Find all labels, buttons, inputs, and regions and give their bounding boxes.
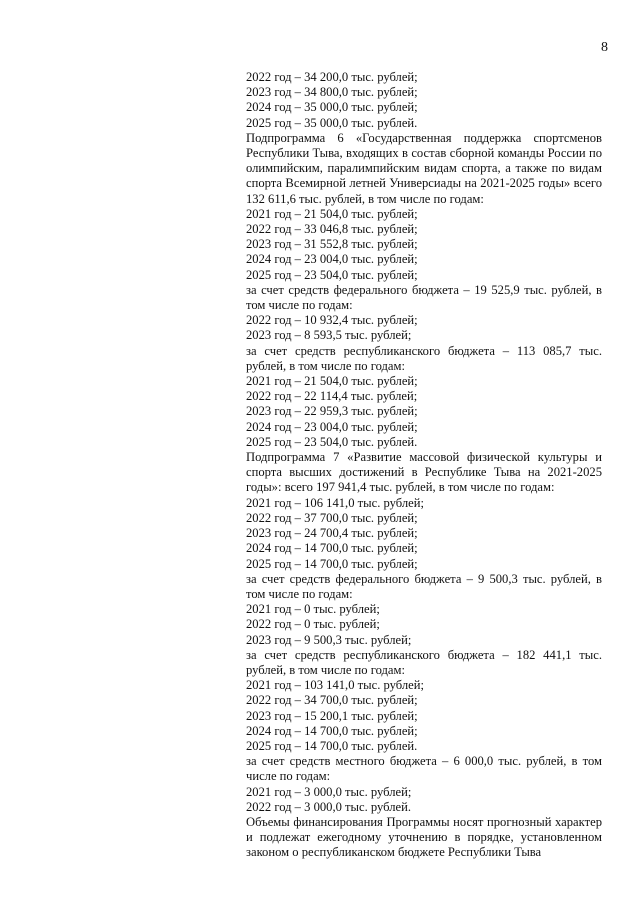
text-line: 2024 год – 23 004,0 тыс. рублей;	[246, 252, 418, 267]
document-body	[246, 70, 602, 861]
text-line: 2022 год – 10 932,4 тыс. рублей;	[246, 313, 418, 328]
text-line: 2024 год – 14 700,0 тыс. рублей;	[246, 541, 418, 556]
text-line: 2025 год – 23 504,0 тыс. рублей.	[246, 434, 418, 449]
text-paragraph: за счет средств местного бюджета – 6 000,0 тыс. рублей, в том числе по годам:	[246, 754, 602, 784]
text-line: 2025 год – 14 700,0 тыс. рублей.	[246, 738, 418, 753]
text-line: 2024 год – 35 000,0 тыс. рублей;	[246, 100, 418, 115]
text-paragraph: за счет средств федерального бюджета – 9 500,3 тыс. рублей, в том числе по годам:	[246, 571, 602, 601]
text-paragraph: Объемы финансирования Программы носят прогнозный характер и подлежат ежегодному уточнению в порядке, установленном законом о республиканском бюджете Республики Тыва	[246, 814, 602, 860]
text-line: 2023 год – 24 700,4 тыс. рублей;	[246, 526, 418, 541]
text-line: 2023 год – 31 552,8 тыс. рублей;	[246, 237, 418, 252]
text-line: 2025 год – 35 000,0 тыс. рублей.	[246, 115, 418, 130]
text-line: 2024 год – 23 004,0 тыс. рублей;	[246, 419, 418, 434]
text-line: 2021 год – 21 504,0 тыс. рублей;	[246, 206, 418, 221]
text-line: 2022 год – 22 114,4 тыс. рублей;	[246, 389, 418, 404]
text-paragraph: за счет средств республиканского бюджета – 113 085,7 тыс. рублей, в том числе по годам:	[246, 343, 602, 373]
text-paragraph: за счет средств республиканского бюджета – 182 441,1 тыс. рублей, в том числе по годам:	[246, 647, 602, 677]
text-line: 2021 год – 0 тыс. рублей;	[246, 602, 380, 617]
text-line: 2023 год – 15 200,1 тыс. рублей;	[246, 708, 418, 723]
page-number: 8	[601, 40, 608, 55]
text-paragraph: Подпрограмма 6 «Государственная поддержка спортсменов Республики Тыва, входящих в состав сборной команды России по олимпийским, паралимпийским видам спорта, а также по видам спорта Всемирной летней Универсиады на 2021-2025 годы» всего 132 611,6 тыс. рублей, в том числе по годам:	[246, 130, 602, 206]
text-line: 2023 год – 34 800,0 тыс. рублей;	[246, 85, 418, 100]
text-line: 2021 год – 21 504,0 тыс. рублей;	[246, 374, 418, 389]
text-line: 2021 год – 3 000,0 тыс. рублей;	[246, 784, 412, 799]
text-line: 2022 год – 34 700,0 тыс. рублей;	[246, 693, 418, 708]
text-line: 2023 год – 22 959,3 тыс. рублей;	[246, 404, 418, 419]
text-line: 2021 год – 103 141,0 тыс. рублей;	[246, 678, 424, 693]
text-line: 2022 год – 34 200,0 тыс. рублей;	[246, 70, 418, 84]
text-paragraph: за счет средств федерального бюджета – 19 525,9 тыс. рублей, в том числе по годам:	[246, 282, 602, 313]
text-line: 2023 год – 8 593,5 тыс. рублей;	[246, 328, 412, 343]
text-line: 2022 год – 0 тыс. рублей;	[246, 617, 380, 632]
text-paragraph: Подпрограмма 7 «Развитие массовой физической культуры и спорта высших достижений в Республике Тыва на 2021-2025 годы»: всего 197 941,4 тыс. рублей, в том числе по годам:	[246, 450, 602, 495]
text-line: 2023 год – 9 500,3 тыс. рублей;	[246, 632, 412, 647]
text-line: 2025 год – 14 700,0 тыс. рублей;	[246, 556, 418, 571]
text-line: 2025 год – 23 504,0 тыс. рублей;	[246, 267, 418, 282]
text-line: 2024 год – 14 700,0 тыс. рублей;	[246, 723, 418, 738]
text-line: 2022 год – 33 046,8 тыс. рублей;	[246, 222, 418, 237]
text-line: 2021 год – 106 141,0 тыс. рублей;	[246, 495, 424, 510]
text-line: 2022 год – 37 700,0 тыс. рублей;	[246, 510, 418, 525]
text-line: 2022 год – 3 000,0 тыс. рублей.	[246, 799, 412, 814]
